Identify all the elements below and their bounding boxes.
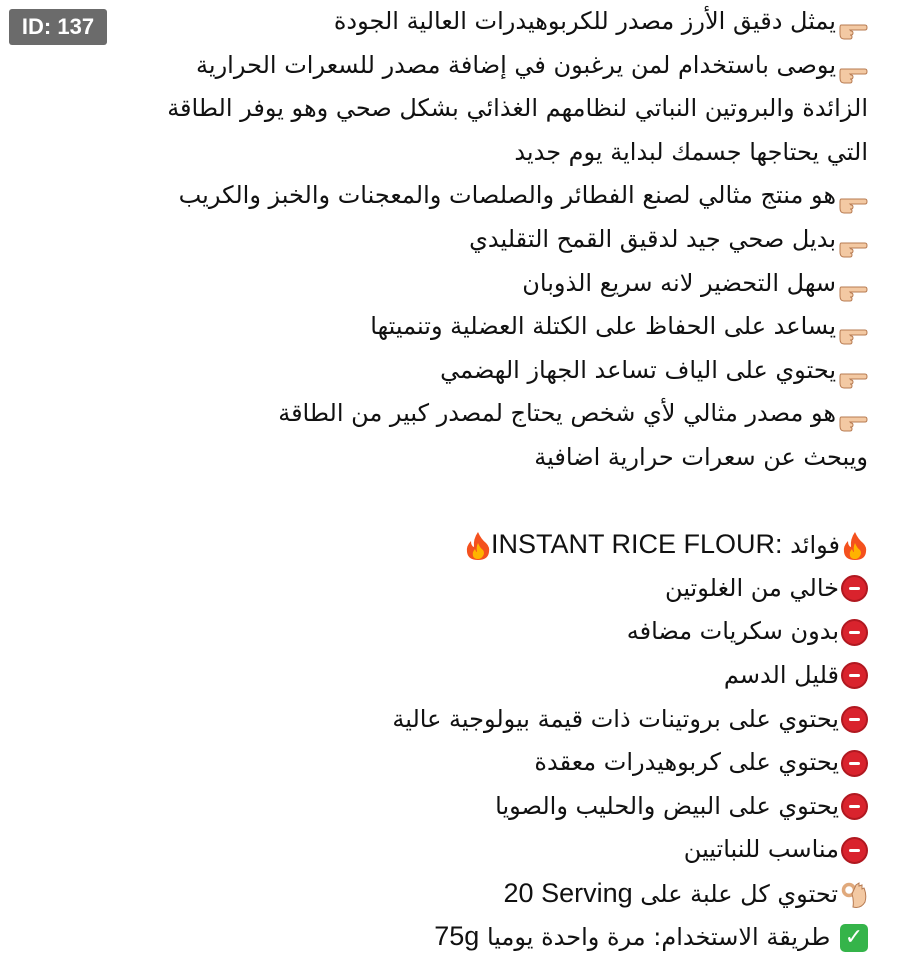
red-stop-icon: [841, 575, 868, 602]
red-stop-icon: [841, 619, 868, 646]
benefit-text: خالي من الغلوتين: [665, 573, 839, 602]
feature-line-7: [23, 262, 868, 306]
feature-line-4: [23, 131, 868, 175]
feature-text: التي يحتاجها جسمك لبداية يوم جديد: [514, 137, 868, 166]
usage-text-arabic: طريقة الاستخدام: مرة واحدة يوميا: [486, 923, 831, 952]
feature-text: يوصى باستخدام لمن يرغبون في إضافة مصدر للسعرات الحرارية: [196, 50, 836, 79]
benefit-item: [23, 741, 868, 785]
pointing-hand-icon: [838, 273, 868, 295]
benefit-item: [23, 785, 868, 829]
benefit-item: [23, 698, 868, 742]
benefit-item: [23, 828, 868, 872]
feature-text: ويبحث عن سعرات حرارية اضافية: [534, 442, 868, 471]
image-id-badge: ID: 137: [9, 9, 107, 45]
fire-icon: [842, 531, 868, 561]
red-stop-icon: [841, 662, 868, 689]
section-spacer: [23, 480, 868, 524]
serving-count: 20 Serving: [503, 877, 633, 908]
benefit-text: يحتوي على بروتينات ذات قيمة بيولوجية عالية: [392, 704, 839, 733]
feature-line-2: [23, 44, 868, 88]
fire-icon: [465, 531, 491, 561]
feature-line-3: [23, 87, 868, 131]
red-stop-icon: [841, 706, 868, 733]
benefit-text: يحتوي على البيض والحليب والصويا: [495, 791, 839, 820]
benefits-title-arabic: فوائد: [790, 531, 840, 560]
usage-line: [23, 915, 868, 959]
benefit-item: [23, 654, 868, 698]
feature-line-6: [23, 218, 868, 262]
pointing-hand-icon: [838, 55, 868, 77]
benefit-item: [23, 567, 868, 611]
benefit-text: يحتوي على كربوهيدرات معقدة: [534, 748, 839, 777]
usage-amount: 75g: [434, 921, 480, 952]
feature-text: هو مصدر مثالي لأي شخص يحتاج لمصدر كبير من الطاقة: [278, 399, 836, 428]
feature-line-8: [23, 305, 868, 349]
feature-text: يمثل دقيق الأرز مصدر للكربوهيدرات العالية الجودة: [333, 7, 836, 35]
pointing-hand-icon: [838, 316, 868, 338]
feature-text: سهل التحضير لانه سريع الذوبان: [522, 268, 836, 297]
benefit-text: مناسب للنباتيين: [683, 835, 839, 864]
red-stop-icon: [841, 793, 868, 820]
serving-text-arabic: تحتوي كل علبة على: [640, 879, 838, 908]
benefit-text: قليل الدسم: [723, 660, 839, 689]
feature-line-10: [23, 392, 868, 436]
benefit-item: [23, 610, 868, 654]
red-stop-icon: [841, 837, 868, 864]
pointing-hand-icon: [838, 360, 868, 382]
ok-hand-icon: [840, 880, 868, 910]
benefits-title-english: INSTANT RICE FLOUR:: [491, 529, 783, 560]
serving-line: [23, 872, 868, 916]
feature-text: بديل صحي جيد لدقيق القمح التقليدي: [469, 224, 836, 253]
feature-line-9: [23, 349, 868, 393]
feature-line-1: [23, 0, 868, 44]
feature-line-5: [23, 174, 868, 218]
feature-line-11: [23, 436, 868, 480]
feature-text: هو منتج مثالي لصنع الفطائر والصلصات والمعجنات والخبز والكريب: [178, 181, 836, 210]
pointing-hand-icon: [838, 229, 868, 251]
pointing-hand-icon: [838, 11, 868, 33]
feature-text: الزائدة والبروتين النباتي لنظامهم الغذائي بشكل صحي وهو يوفر الطاقة: [167, 94, 868, 123]
red-stop-icon: [841, 750, 868, 777]
benefits-heading: [23, 523, 868, 567]
feature-text: يساعد على الحفاظ على الكتلة العضلية وتنميتها: [370, 312, 836, 341]
product-description: [23, 0, 868, 959]
benefit-text: بدون سكريات مضافه: [626, 617, 839, 646]
feature-text: يحتوي على الياف تساعد الجهاز الهضمي: [440, 355, 836, 384]
check-mark-icon: ✓: [840, 924, 868, 952]
pointing-hand-icon: [838, 185, 868, 207]
pointing-hand-icon: [838, 403, 868, 425]
